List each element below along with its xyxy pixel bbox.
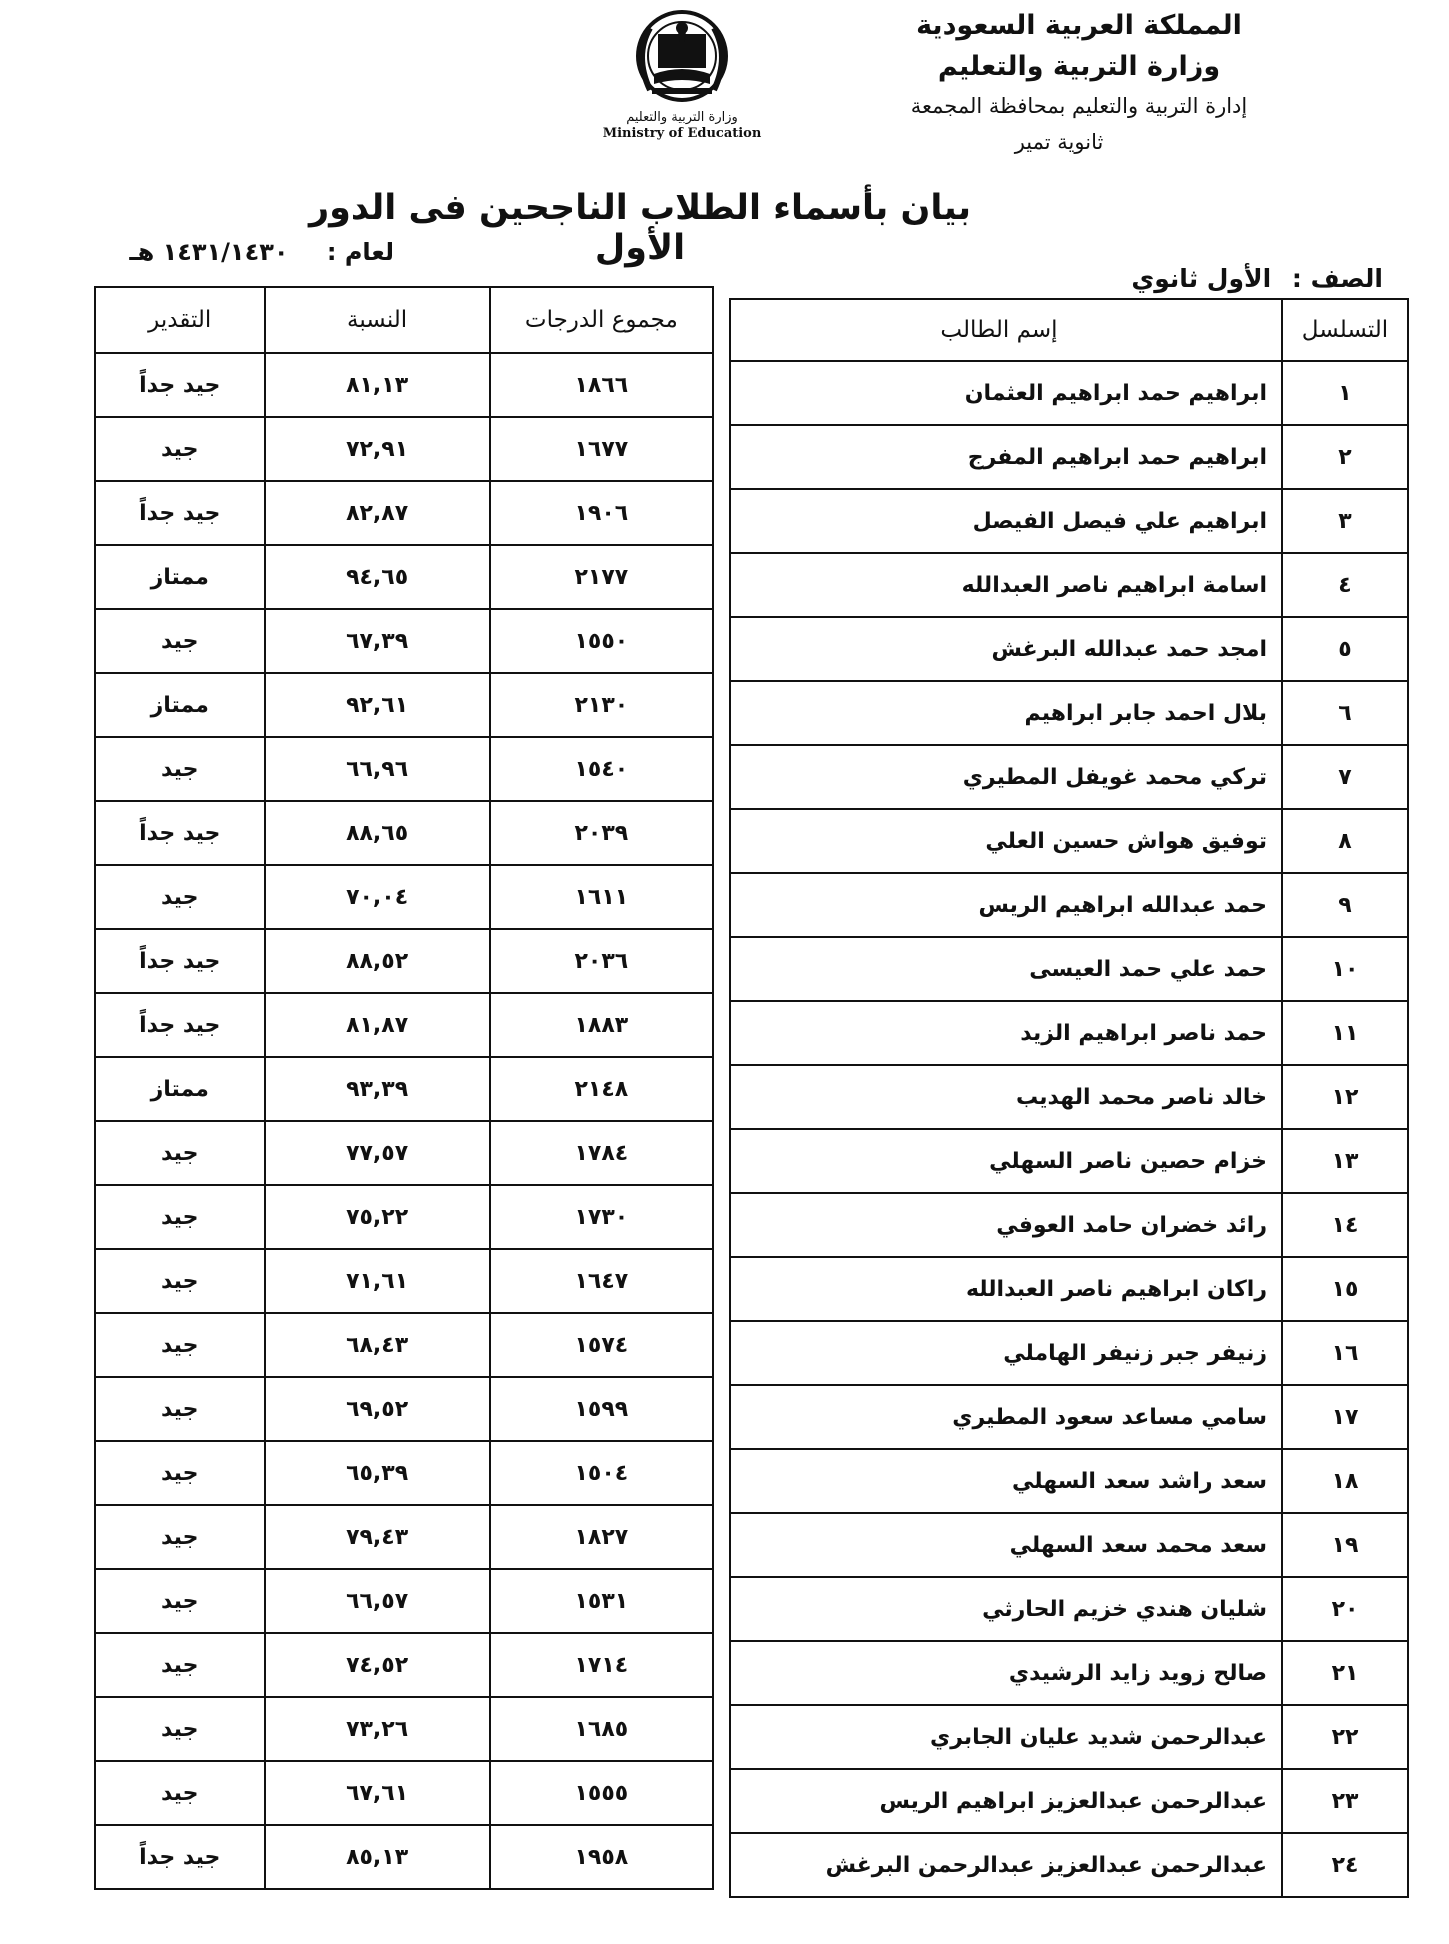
student-total: ٢١٣٠ [490,673,713,737]
class-value: الأول ثانوي [1131,264,1272,293]
table-row [730,1193,1408,1257]
table-row [730,1641,1408,1705]
student-grade: جيد [95,1697,265,1761]
student-seq: ١٣ [1282,1129,1408,1193]
student-seq: ٢٠ [1282,1577,1408,1641]
student-seq: ١١ [1282,1001,1408,1065]
ministry-name: وزارة التربية والتعليم [937,51,1221,82]
table-row [95,545,713,609]
student-percent: ٦٧,٣٩ [265,609,490,673]
table-row [95,801,713,865]
student-name: حمد علي حمد العيسى [730,937,1282,1001]
student-grade: جيد [95,1121,265,1185]
student-name: سامي مساعد سعود المطيري [730,1385,1282,1449]
table-row [730,1129,1408,1193]
student-grade: جيد [95,1185,265,1249]
student-name: تركي محمد غويفل المطيري [730,745,1282,809]
document-title: بيان بأسماء الطلاب الناجحين فى الدور الأول [309,188,971,268]
student-percent: ٧٩,٤٣ [265,1505,490,1569]
student-seq: ٦ [1282,681,1408,745]
table-row [730,681,1408,745]
student-name: عبدالرحمن شديد عليان الجابري [730,1705,1282,1769]
student-name: خالد ناصر محمد الهديب [730,1065,1282,1129]
student-percent: ٦٨,٤٣ [265,1313,490,1377]
table-row [730,1385,1408,1449]
student-seq: ١٤ [1282,1193,1408,1257]
table-row [730,361,1408,425]
student-grade: جيد جداً [95,801,265,865]
table-row [95,1825,713,1889]
student-seq: ٢٢ [1282,1705,1408,1769]
student-name: عبدالرحمن عبدالعزيز ابراهيم الريس [730,1769,1282,1833]
student-seq: ٤ [1282,553,1408,617]
student-total: ١٩٠٦ [490,481,713,545]
table-row [730,553,1408,617]
student-name: زنيفر جبر زنيفر الهاملي [730,1321,1282,1385]
student-seq: ١٠ [1282,937,1408,1001]
student-names-table [729,298,1409,1898]
table-row [95,673,713,737]
student-total: ١٦١١ [490,865,713,929]
student-seq: ١٩ [1282,1513,1408,1577]
table-row [95,609,713,673]
logo-arabic-caption: وزارة التربية والتعليم [626,110,738,125]
student-seq: ٩ [1282,873,1408,937]
student-total: ١٦٤٧ [490,1249,713,1313]
student-total: ٢٠٣٦ [490,929,713,993]
student-percent: ٧١,٦١ [265,1249,490,1313]
student-total: ١٧٣٠ [490,1185,713,1249]
table-row [95,1505,713,1569]
table-row [95,1761,713,1825]
table-row [95,1249,713,1313]
col-header-percent: النسبة [265,287,490,353]
student-total: ١٥٧٤ [490,1313,713,1377]
student-grade: جيد جداً [95,993,265,1057]
student-name: حمد عبدالله ابراهيم الريس [730,873,1282,937]
table-row [95,1121,713,1185]
student-grade: جيد [95,1441,265,1505]
student-total: ١٥٥٠ [490,609,713,673]
student-scores-table [94,286,714,1890]
student-total: ٢١٤٨ [490,1057,713,1121]
student-grade: جيد جداً [95,353,265,417]
student-percent: ٧٧,٥٧ [265,1121,490,1185]
student-grade: جيد [95,737,265,801]
table-row [95,737,713,801]
student-seq: ١ [1282,361,1408,425]
col-header-total: مجموع الدرجات [490,287,713,353]
table-row [730,745,1408,809]
table-row [730,1833,1408,1897]
student-seq: ٥ [1282,617,1408,681]
student-seq: ٢ [1282,425,1408,489]
student-grade: جيد جداً [95,929,265,993]
student-percent: ٦٧,٦١ [265,1761,490,1825]
student-percent: ٧٤,٥٢ [265,1633,490,1697]
ministry-logo [592,6,772,142]
student-percent: ٩٤,٦٥ [265,545,490,609]
year-value: ١٤٣١/١٤٣٠ هـ [129,238,289,266]
student-percent: ٨١,٨٧ [265,993,490,1057]
student-seq: ٢١ [1282,1641,1408,1705]
col-header-name: إسم الطالب [730,299,1282,361]
student-grade: جيد [95,1633,265,1697]
student-grade: ممتاز [95,1057,265,1121]
student-seq: ١٦ [1282,1321,1408,1385]
table-row [730,489,1408,553]
table-row [95,417,713,481]
student-name: ابراهيم حمد ابراهيم العثمان [730,361,1282,425]
col-header-seq: التسلسل [1282,299,1408,361]
student-total: ٢١٧٧ [490,545,713,609]
student-grade: ممتاز [95,545,265,609]
table-row [730,809,1408,873]
student-percent: ٨٥,١٣ [265,1825,490,1889]
student-name: بلال احمد جابر ابراهيم [730,681,1282,745]
student-seq: ٢٤ [1282,1833,1408,1897]
student-percent: ٨٨,٦٥ [265,801,490,865]
kingdom-name: المملكة العربية السعودية [916,10,1242,41]
student-name: راكان ابراهيم ناصر العبدالله [730,1257,1282,1321]
student-name: توفيق هواش حسين العلي [730,809,1282,873]
year-label: لعام : [326,238,394,266]
table-row [730,1001,1408,1065]
student-total: ١٦٧٧ [490,417,713,481]
academic-year [74,238,394,266]
student-percent: ٦٩,٥٢ [265,1377,490,1441]
student-total: ١٨٢٧ [490,1505,713,1569]
student-total: ١٩٥٨ [490,1825,713,1889]
student-grade: جيد [95,609,265,673]
class-label: الصف : [1291,264,1383,293]
student-total: ١٥٤٠ [490,737,713,801]
student-name: حمد ناصر ابراهيم الزيد [730,1001,1282,1065]
table-row [95,353,713,417]
table-row [95,1057,713,1121]
table-row [95,929,713,993]
table-row [95,1313,713,1377]
student-percent: ٨٨,٥٢ [265,929,490,993]
table-row [95,481,713,545]
student-total: ٢٠٣٩ [490,801,713,865]
table-row [95,1185,713,1249]
table-row [730,1449,1408,1513]
table-row [95,993,713,1057]
student-percent: ٩٢,٦١ [265,673,490,737]
student-percent: ٧٠,٠٤ [265,865,490,929]
student-grade: جيد جداً [95,481,265,545]
table-row [730,1065,1408,1129]
student-name: خزام حصين ناصر السهلي [730,1129,1282,1193]
table-row [730,873,1408,937]
student-name: اسامة ابراهيم ناصر العبدالله [730,553,1282,617]
table-row [95,1377,713,1441]
table-row [730,937,1408,1001]
student-percent: ٦٦,٩٦ [265,737,490,801]
table-row [730,1257,1408,1321]
student-total: ١٥٩٩ [490,1377,713,1441]
letterhead [889,6,1269,160]
student-grade: جيد [95,1569,265,1633]
student-total: ١٨٨٣ [490,993,713,1057]
directorate-name: إدارة التربية والتعليم بمحافظة المجمعة [910,94,1248,118]
student-total: ١٧١٤ [490,1633,713,1697]
student-seq: ١٨ [1282,1449,1408,1513]
student-total: ١٥٠٤ [490,1441,713,1505]
student-total: ١٨٦٦ [490,353,713,417]
student-grade: جيد [95,1377,265,1441]
student-name: رائد خضران حامد العوفي [730,1193,1282,1257]
school-name: ثانوية تمير [1014,130,1104,154]
student-percent: ٨١,١٣ [265,353,490,417]
logo-english-caption: Ministry of Education [602,126,762,141]
table-row [730,1577,1408,1641]
student-seq: ١٧ [1282,1385,1408,1449]
student-grade: جيد [95,1505,265,1569]
table-row [730,1769,1408,1833]
student-percent: ٧٢,٩١ [265,417,490,481]
student-grade: جيد جداً [95,1825,265,1889]
student-grade: جيد [95,1761,265,1825]
table-row [95,1697,713,1761]
student-grade: جيد [95,865,265,929]
student-seq: ٧ [1282,745,1408,809]
table-row [95,1569,713,1633]
student-percent: ٧٣,٢٦ [265,1697,490,1761]
student-name: عبدالرحمن عبدالعزيز عبدالرحمن البرغش [730,1833,1282,1897]
table-row [730,425,1408,489]
student-percent: ٩٣,٣٩ [265,1057,490,1121]
table-row [730,1321,1408,1385]
student-grade: جيد [95,1313,265,1377]
student-name: ابراهيم علي فيصل الفيصل [730,489,1282,553]
student-grade: جيد [95,417,265,481]
student-name: صالح زويد زايد الرشيدي [730,1641,1282,1705]
class-info [1131,264,1383,293]
student-seq: ١٢ [1282,1065,1408,1129]
table-row [730,617,1408,681]
student-seq: ٨ [1282,809,1408,873]
student-percent: ٨٢,٨٧ [265,481,490,545]
table-row [95,1633,713,1697]
student-total: ١٧٨٤ [490,1121,713,1185]
student-total: ١٥٥٥ [490,1761,713,1825]
student-name: سعد محمد سعد السهلي [730,1513,1282,1577]
table-row [95,865,713,929]
student-total: ١٥٣١ [490,1569,713,1633]
student-name: امجد حمد عبدالله البرغش [730,617,1282,681]
student-percent: ٦٥,٣٩ [265,1441,490,1505]
student-percent: ٧٥,٢٢ [265,1185,490,1249]
ministry-emblem-icon [592,6,772,110]
table-row [730,1513,1408,1577]
student-seq: ٣ [1282,489,1408,553]
student-grade: جيد [95,1249,265,1313]
table-row [730,1705,1408,1769]
table-row [95,1441,713,1505]
student-total: ١٦٨٥ [490,1697,713,1761]
student-grade: ممتاز [95,673,265,737]
student-name: ابراهيم حمد ابراهيم المفرج [730,425,1282,489]
student-seq: ٢٣ [1282,1769,1408,1833]
student-seq: ١٥ [1282,1257,1408,1321]
student-name: شليان هندي خزيم الحارثي [730,1577,1282,1641]
col-header-grade: التقدير [95,287,265,353]
student-percent: ٦٦,٥٧ [265,1569,490,1633]
student-name: سعد راشد سعد السهلي [730,1449,1282,1513]
